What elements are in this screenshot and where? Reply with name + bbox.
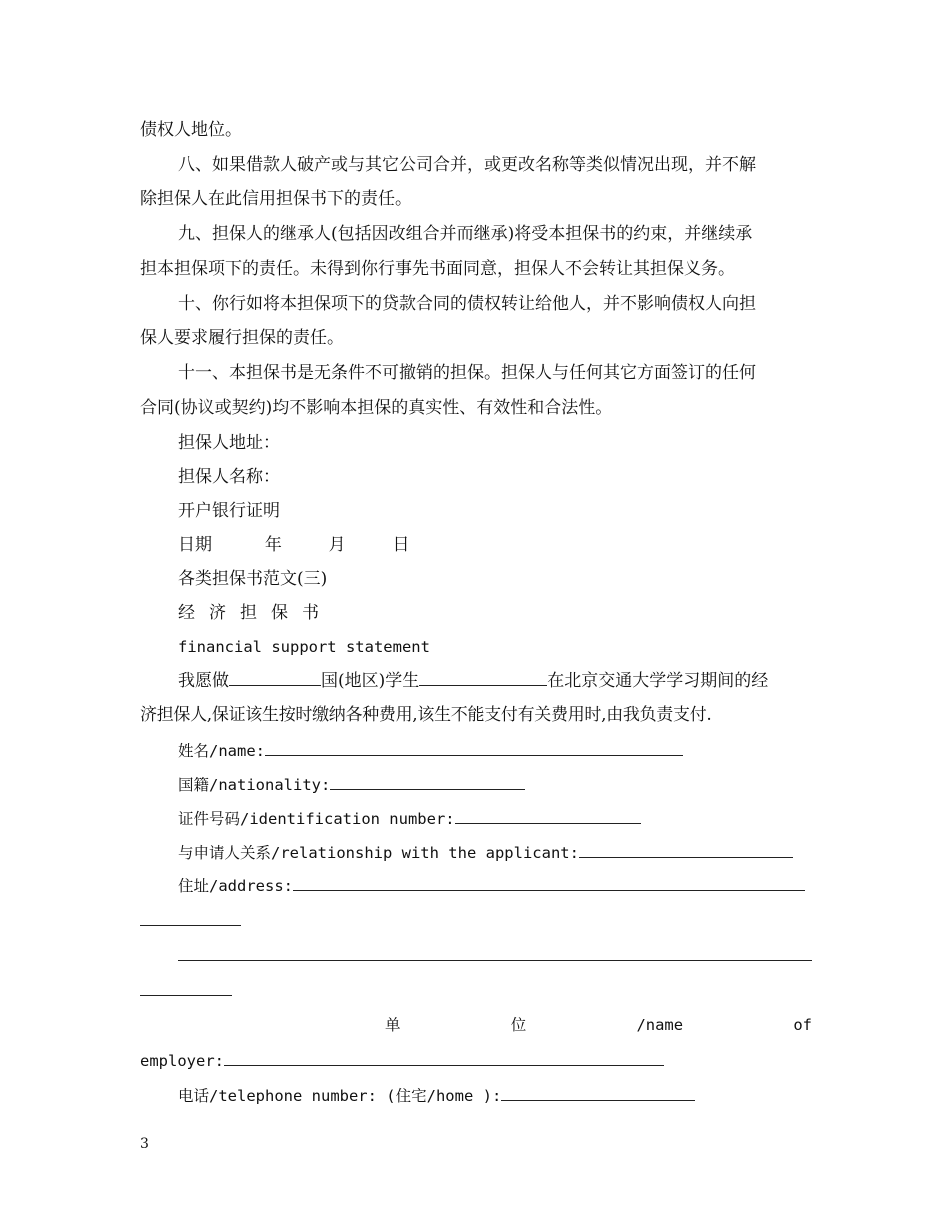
employer-word: 单 <box>385 1016 401 1034</box>
address-blank-3[interactable] <box>178 960 812 961</box>
relationship-blank[interactable] <box>579 837 793 858</box>
name-blank[interactable] <box>265 735 683 756</box>
day-label: 日 <box>392 535 410 555</box>
phone-label: 电话/telephone number: (住宅/home ): <box>178 1087 502 1105</box>
phone-blank[interactable] <box>501 1080 695 1101</box>
relationship-label: 与申请人关系/relationship with the applicant: <box>178 844 579 862</box>
bank-proof-label: 开户银行证明 <box>178 501 280 521</box>
phone-field-row <box>178 1080 812 1110</box>
year-label: 年 <box>264 535 282 555</box>
address-field-row <box>178 870 812 900</box>
nationality-field-row <box>178 769 812 799</box>
address-label: 住址/address: <box>178 877 293 895</box>
section-title: 各类担保书范文(三) <box>178 569 328 589</box>
employer-label: employer: <box>140 1052 224 1070</box>
clause-9-line2: 担本担保项下的责任。未得到你行事先书面同意，担保人不会转让其担保义务。 <box>140 259 735 279</box>
name-label: 姓名/name: <box>178 742 265 760</box>
clause-8-line1: 八、如果借款人破产或与其它公司合并，或更改名称等类似情况出现，并不解 <box>178 155 756 175</box>
student-blank[interactable] <box>419 665 547 686</box>
address-blank-2[interactable] <box>140 925 241 926</box>
date-label: 日期 <box>178 535 212 555</box>
intro-text-2: 国(地区)学生 <box>321 671 420 691</box>
heading-char: 经 <box>178 603 195 623</box>
heading-char: 济 <box>209 603 226 623</box>
clause-10-line1: 十、你行如将本担保项下的贷款合同的债权转让给他人，并不影响债权人向担 <box>178 294 756 314</box>
guarantor-name-label: 担保人名称： <box>178 467 280 487</box>
employer-blank[interactable] <box>224 1045 664 1066</box>
clause-10-line2: 保人要求履行担保的责任。 <box>140 328 344 348</box>
id-label: 证件号码/identification number: <box>178 810 455 828</box>
clause-9-line1: 九、担保人的继承人(包括因改组合并而继承)将受本担保书的约束，并继续承 <box>178 224 753 244</box>
intro-line1 <box>178 665 812 695</box>
guarantor-address-label: 担保人地址： <box>178 433 280 453</box>
nationality-blank[interactable] <box>330 769 525 790</box>
intro-text-3: 在北京交通大学学习期间的经 <box>547 671 769 691</box>
address-blank-1[interactable] <box>293 870 805 891</box>
clause-11-line2: 合同(协议或契约)均不影响本担保的真实性、有效性和合法性。 <box>140 398 613 418</box>
employer-line2 <box>140 1045 812 1075</box>
id-field-row <box>178 803 812 833</box>
heading-char: 书 <box>302 603 319 623</box>
month-label: 月 <box>328 535 346 555</box>
relationship-field-row <box>178 837 812 867</box>
employer-word: /name <box>636 1016 684 1034</box>
name-field-row <box>178 735 812 765</box>
intro-line2: 济担保人,保证该生按时缴纳各种费用,该生不能支付有关费用时,由我负责支付. <box>140 705 712 725</box>
date-line <box>178 530 812 560</box>
statement-heading <box>178 598 812 628</box>
paragraph-line: 债权人地位。 <box>140 120 242 140</box>
address-blank-4[interactable] <box>140 995 232 996</box>
statement-heading-en: financial support statement <box>178 638 430 656</box>
employer-word: of <box>793 1016 812 1034</box>
page-number: 3 <box>140 1136 149 1152</box>
clause-11-line1: 十一、本担保书是无条件不可撤销的担保。担保人与任何其它方面签订的任何 <box>178 363 756 383</box>
clause-8-line2: 除担保人在此信用担保书下的责任。 <box>140 189 412 209</box>
nationality-label: 国籍/nationality: <box>178 776 331 794</box>
heading-char: 担 <box>240 603 257 623</box>
heading-char: 保 <box>271 603 288 623</box>
id-blank[interactable] <box>455 803 641 824</box>
employer-line1 <box>385 1010 812 1040</box>
intro-text-1: 我愿做 <box>178 671 229 691</box>
employer-word: 位 <box>510 1016 527 1034</box>
country-blank[interactable] <box>229 665 321 686</box>
